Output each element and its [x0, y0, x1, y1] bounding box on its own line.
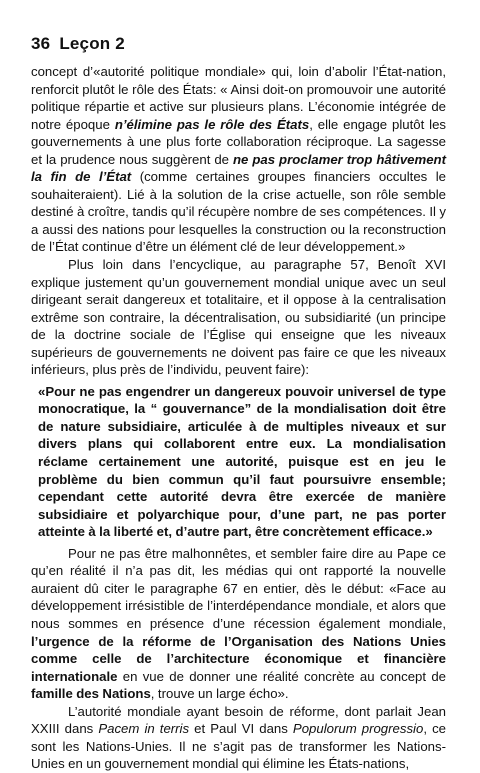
text-run: concept d’«autorité politique mondiale» qui, loin d’abolir l’État-nation, renforcit plutôt le rôle des États: « Ainsi doit-on promouvoir une autorité politique répartie et active sur plusieurs plans. L’économie intégrée de notre époque	[31, 64, 446, 132]
text-run: et Paul VI dans	[189, 721, 293, 737]
italic-run: Pacem in terris	[98, 721, 190, 737]
text-run: , trouve un large écho».	[150, 686, 289, 702]
paragraph-3	[31, 545, 446, 703]
text-run: , elle engage plutôt les gouvernements à une plus forte collaboration réciproque. La sagesse et la prudence nous suggèrent de	[31, 116, 446, 167]
paragraph-4	[31, 703, 446, 773]
lesson-title: Leçon 2	[59, 34, 125, 53]
paragraph-2	[31, 256, 446, 379]
text-run: Plus loin dans l’encyclique, au paragraphe 57, Benoît XVI explique justement qu’un gouvernement mondial unique avec un seul dirigeant serait dangereux et totalitaire, et il oppose à la centralisation extrême son contraire, la décentralisation, ou subsidiarité (un principe de la doctrine sociale de l’Église qui enseigne que les niveaux supérieurs de gouvernements ne doivent pas faire ce que les niveaux inférieurs, plus près de l’individu, peuvent faire):	[31, 257, 446, 378]
paragraph-1	[31, 63, 446, 256]
emphasis-run: ne pas proclamer trop hâtivement la fin de l’État	[31, 151, 446, 185]
page-number: 36	[31, 34, 51, 53]
text-run: (comme certaines groupes financiers occultes le souhaiteraient). Lié à la solution de la crise actuelle, son rôle semble destiné à croître, tandis qu’il récupère nombre de ses compétences. Il y a aussi des nations pour lesquelles la construction ou la reconstruction de l’État continue d’être un élément clé de leur développement.»	[31, 169, 446, 255]
text-run: , ce sont les Nations-Unies. Il ne s’agit pas de transformer les Nations-Unies en un gouvernement mondial qui élimine les États-nations,	[31, 721, 446, 772]
body-text	[31, 63, 446, 773]
bold-run: l’urgence de la réforme de l’Organisation des Nations Unies comme celle de l’architecture économique et financière internationale	[31, 633, 446, 684]
page-header	[31, 34, 446, 54]
text-run: L’autorité mondiale ayant besoin de réforme, dont parlait Jean XXIII dans	[31, 703, 446, 737]
block-quote	[31, 383, 446, 541]
italic-run: Populorum progressio	[292, 721, 424, 737]
quote-text: «Pour ne pas engendrer un dangereux pouvoir universel de type monocratique, la “ gouvernance” de la mondialisation doit être de nature subsidiaire, articulée à de multiples niveaux et sur divers plans qui collaborent entre eux. La mondialisation réclame certainement une autorité, puisque est en jeu le problème du bien commun qu’il faut poursuivre ensemble; cependant cette autorité devra être exercée de manière subsidiaire et polyarchique pour, d’une part, ne pas porter atteinte à la liberté et, d’autre part, être concrètement efficace.»	[38, 383, 446, 540]
emphasis-run: n’élimine pas le rôle des États	[114, 116, 310, 132]
bold-run: famille des Nations	[31, 686, 151, 702]
text-run: Pour ne pas être malhonnêtes, et sembler faire dire au Pape ce qu’en réalité il n’a pas dit, les médias qui ont rapporté la nouvelle auraient dû citer le paragraphe 67 en entier, dès le début: «Face au développement irrésistible de l’interdépendance mondiale, et alors que nous sommes en présence d’une récession également mondiale,	[31, 545, 446, 631]
text-run: en vue de donner une réalité concrète au concept de	[117, 668, 446, 684]
